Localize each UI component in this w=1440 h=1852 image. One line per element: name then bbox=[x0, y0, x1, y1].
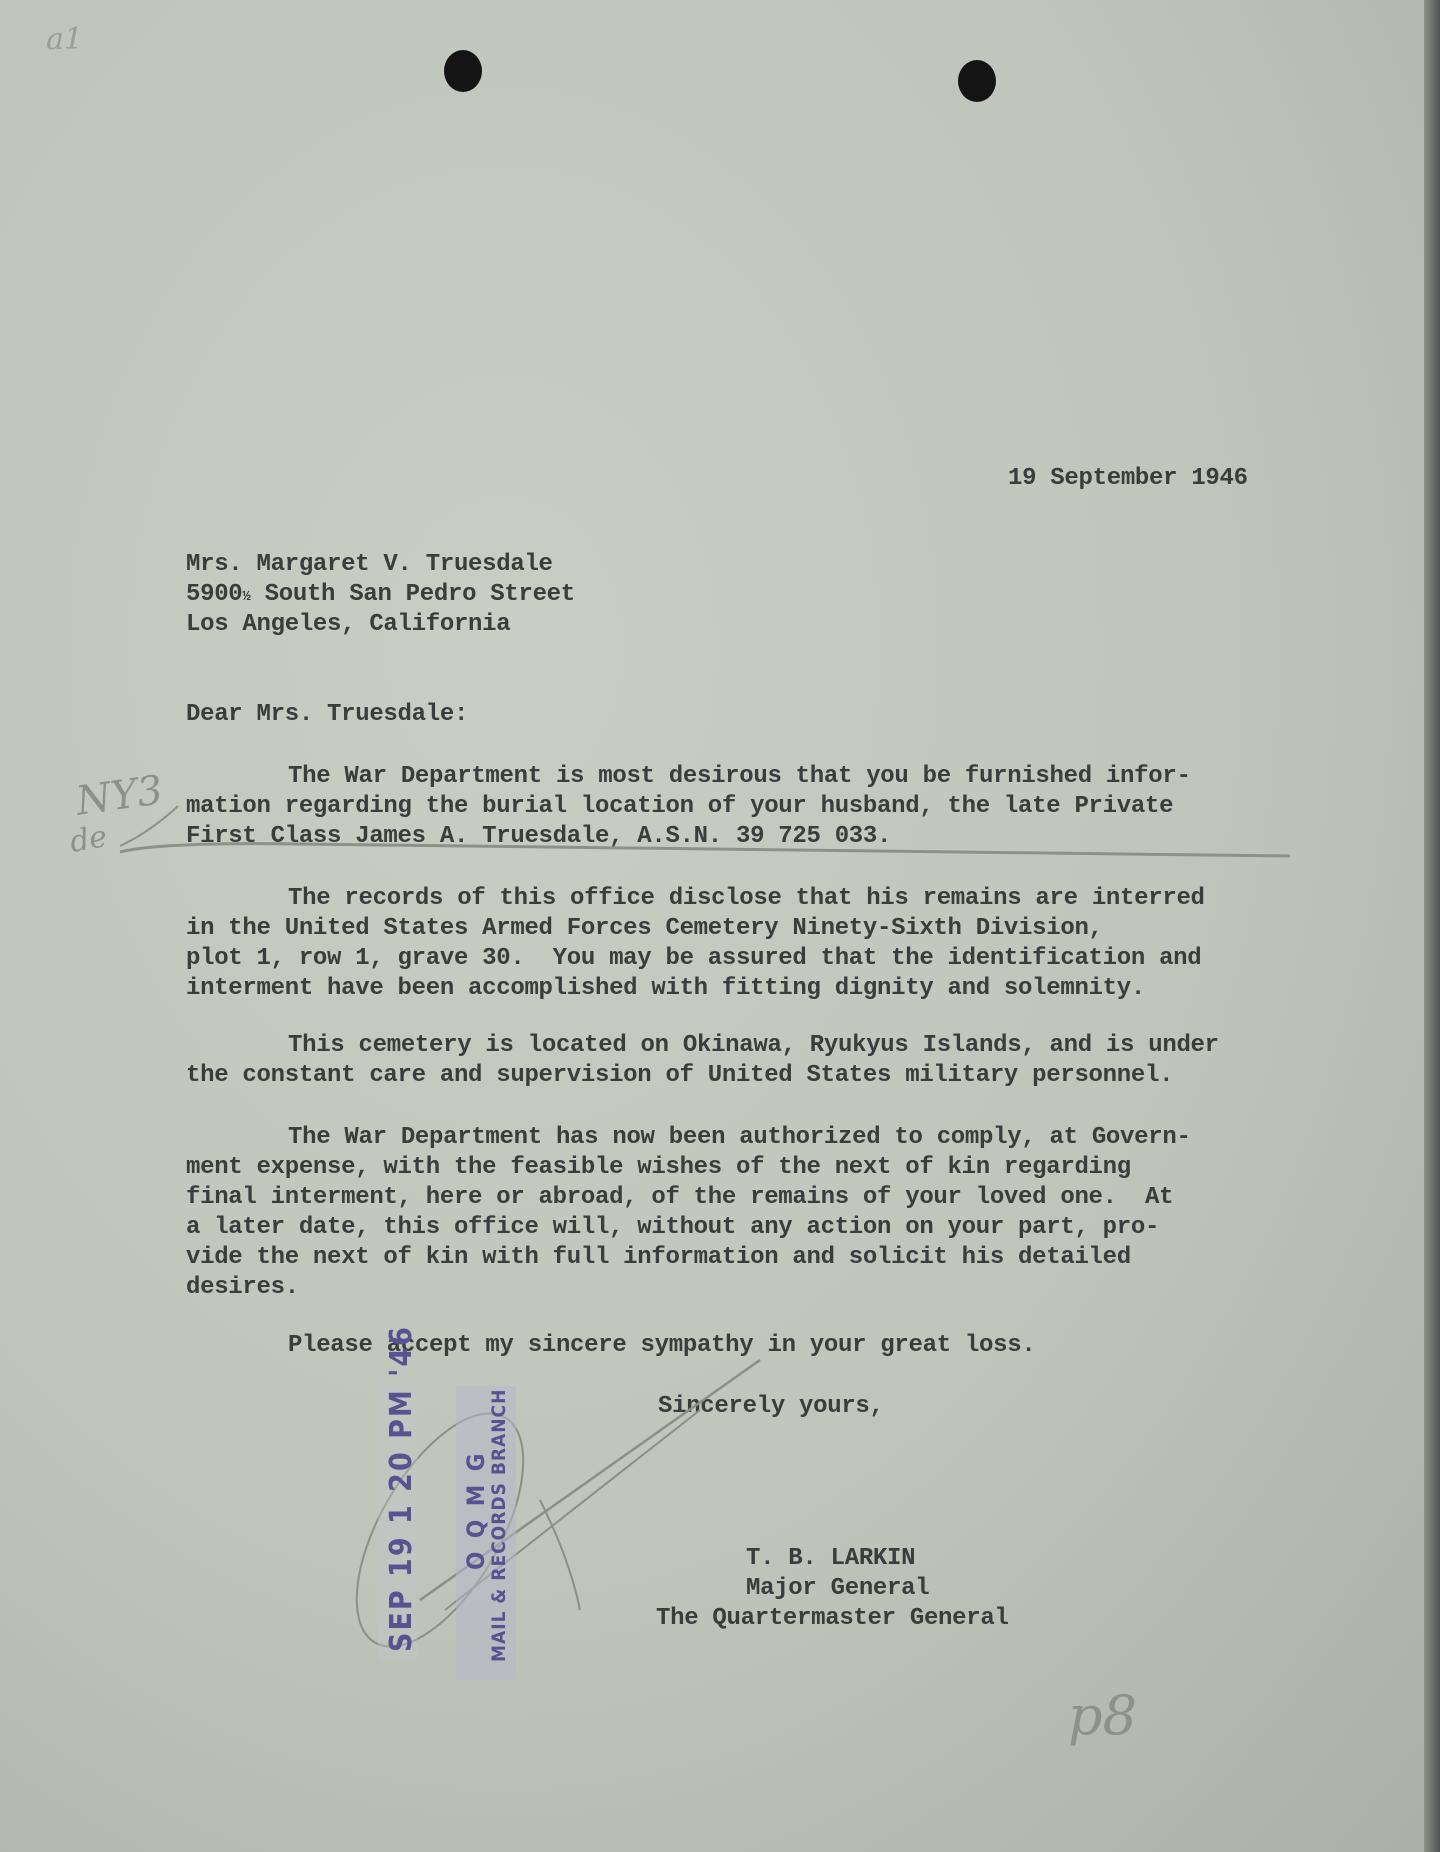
signature-rank: Major General bbox=[746, 1575, 930, 1602]
paragraph-5-line-1: Please accept my sincere sympathy in your great loss. bbox=[288, 1332, 1036, 1359]
street-number: 5900 bbox=[186, 581, 243, 608]
paragraph-2-line-1: The records of this office disclose that his remains are interred bbox=[288, 885, 1205, 912]
paragraph-3-line-1: This cemetery is located on Okinawa, Ryukyus Islands, and is under bbox=[288, 1032, 1219, 1059]
paragraph-2-line-3: plot 1, row 1, grave 30. You may be assured that the identification and bbox=[186, 945, 1202, 972]
closing: Sincerely yours, bbox=[658, 1393, 884, 1420]
margin-pencil-code: NY3 bbox=[73, 767, 166, 825]
paragraph-3-line-2: the constant care and supervision of United States military personnel. bbox=[186, 1062, 1174, 1089]
recipient-name: Mrs. Margaret V. Truesdale bbox=[186, 551, 553, 578]
paragraph-1-line-1: The War Department is most desirous that you be furnished infor- bbox=[288, 763, 1191, 790]
recipient-city: Los Angeles, California bbox=[186, 611, 511, 638]
paragraph-2-line-2: in the United States Armed Forces Cemetery Ninety-Sixth Division, bbox=[186, 915, 1103, 942]
paragraph-4-line-3: final interment, here or abroad, of the remains of your loved one. At bbox=[186, 1184, 1174, 1211]
paragraph-4-line-2: ment expense, with the feasible wishes of the next of kin regarding bbox=[186, 1154, 1131, 1181]
signature-name: T. B. LARKIN bbox=[746, 1545, 916, 1572]
salutation: Dear Mrs. Truesdale: bbox=[186, 701, 469, 728]
paragraph-4-line-1: The War Department has now been authorized to comply, at Govern- bbox=[288, 1124, 1191, 1151]
paragraph-2-line-4: interment have been accomplished with fitting dignity and solemnity. bbox=[186, 975, 1145, 1002]
paragraph-1-line-3: First Class James A. Truesdale, A.S.N. 39 725 033. bbox=[186, 823, 892, 850]
received-stamp bbox=[378, 1325, 538, 1680]
paragraph-4-line-4: a later date, this office will, without any action on your part, pro- bbox=[186, 1214, 1160, 1241]
corner-pencil-mark: a1 bbox=[46, 22, 83, 57]
signature-title: The Quartermaster General bbox=[656, 1605, 1009, 1632]
paragraph-1-line-2: mation regarding the burial location of your husband, the late Private bbox=[186, 793, 1174, 820]
stamp-date: SEP 19 1 20 PM '46 bbox=[384, 1325, 419, 1652]
street-number-fraction: ½ bbox=[242, 589, 251, 605]
page-pencil-number: p8 bbox=[1068, 1684, 1137, 1747]
margin-pencil-sub: de bbox=[67, 819, 110, 860]
street-name: South San Pedro Street bbox=[250, 581, 575, 608]
paragraph-4-line-6: desires. bbox=[186, 1274, 299, 1301]
paragraph-4-line-5: vide the next of kin with full information and solicit his detailed bbox=[186, 1244, 1131, 1271]
stamp-office: O Q M G bbox=[462, 1450, 490, 1570]
stamp-branch: MAIL & RECORDS BRANCH bbox=[488, 1388, 510, 1662]
letter-date: 19 September 1946 bbox=[1008, 465, 1248, 492]
